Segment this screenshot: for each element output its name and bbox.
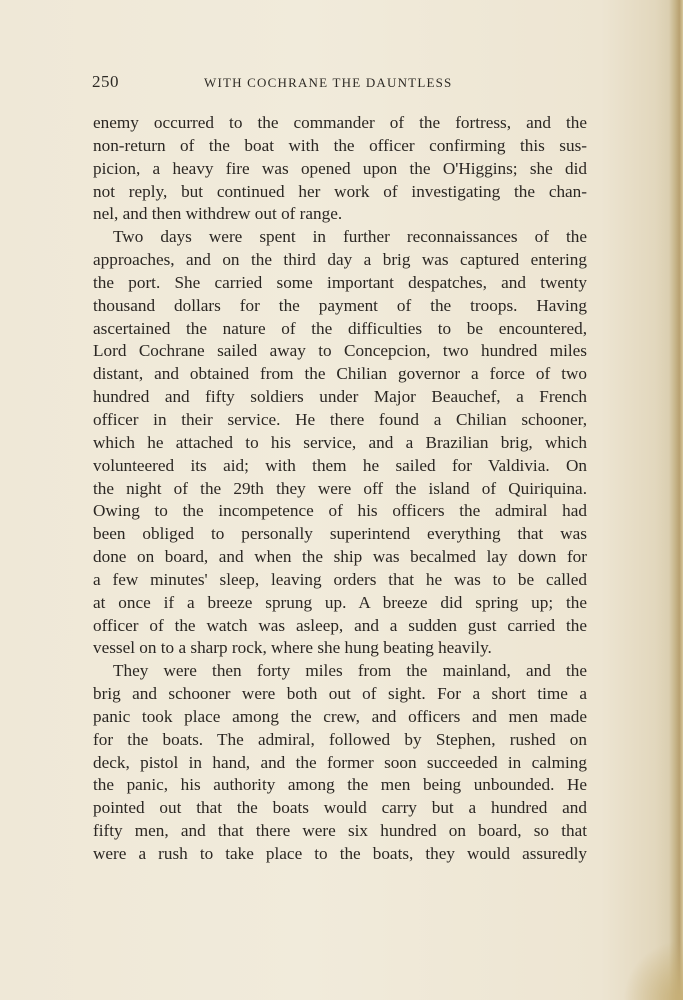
corner-stain — [623, 940, 683, 1000]
text-line: done on board, and when the ship was becalmed lay down for — [93, 547, 587, 567]
text-line: brig and schooner were both out of sight. For a short time a — [93, 684, 587, 704]
text-line: officer of the watch was asleep, and a sudden gust carried the — [93, 615, 587, 635]
text-line: Owing to the incompetence of his officers the admiral had — [93, 501, 587, 521]
text-line: They were then forty miles from the mainland, and the — [113, 661, 587, 681]
text-line: deck, pistol in hand, and the former soon succeeded in calming — [93, 752, 587, 772]
text-line: fifty men, and that there were six hundred on board, so that — [93, 821, 587, 841]
text-line: for the boats. The admiral, followed by Stephen, rushed on — [93, 729, 587, 749]
text-line: non-return of the boat with the officer confirming this sus- — [93, 135, 587, 155]
text-line: Two days were spent in further reconnaissances of the — [113, 227, 587, 247]
text-line: which he attached to his service, and a Brazilian brig, which — [93, 432, 587, 452]
page-header — [92, 72, 588, 96]
text-line: distant, and obtained from the Chilian governor a force of two — [93, 364, 587, 384]
text-line: the night of the 29th they were off the island of Quiriquina. — [93, 478, 587, 498]
body-text — [93, 112, 587, 866]
text-line: thousand dollars for the payment of the troops. Having — [93, 295, 587, 315]
running-head: WITH COCHRANE THE DAUNTLESS — [204, 75, 453, 90]
text-line: Lord Cochrane sailed away to Concepcion, two hundred miles — [93, 341, 587, 361]
text-line: volunteered its aid; with them he sailed for Valdivia. On — [93, 455, 587, 475]
text-line: officer in their service. He there found a Chilian schooner, — [93, 409, 587, 429]
text-line: vessel on to a sharp rock, where she hung beating heavily. — [93, 638, 492, 658]
text-line: not reply, but continued her work of investigating the chan- — [93, 181, 587, 201]
text-line: the panic, his authority among the men being unbounded. He — [93, 775, 587, 795]
text-line: the port. She carried some important despatches, and twenty — [93, 272, 587, 292]
text-line: pointed out that the boats would carry but a hundred and — [93, 798, 587, 818]
text-line: approaches, and on the third day a brig was captured entering — [93, 250, 587, 270]
text-line: were a rush to take place to the boats, they would assuredly — [93, 844, 587, 863]
text-line: picion, a heavy fire was opened upon the O'Higgins; she did — [93, 158, 587, 178]
text-line: at once if a breeze sprung up. A breeze did spring up; the — [93, 592, 587, 612]
text-line: been obliged to personally superintend everything that was — [93, 524, 587, 544]
text-line: panic took place among the crew, and officers and men made — [93, 706, 587, 726]
text-line: hundred and fifty soldiers under Major Beauchef, a French — [93, 387, 587, 407]
text-line: a few minutes' sleep, leaving orders that he was to be called — [93, 569, 587, 589]
page-edge-shadow — [669, 0, 683, 1000]
text-line: enemy occurred to the commander of the fortress, and the — [93, 113, 587, 132]
page-number: 250 — [92, 72, 119, 91]
text-line: ascertained the nature of the difficulties to be encountered, — [93, 318, 587, 338]
text-line: nel, and then withdrew out of range. — [93, 204, 343, 224]
